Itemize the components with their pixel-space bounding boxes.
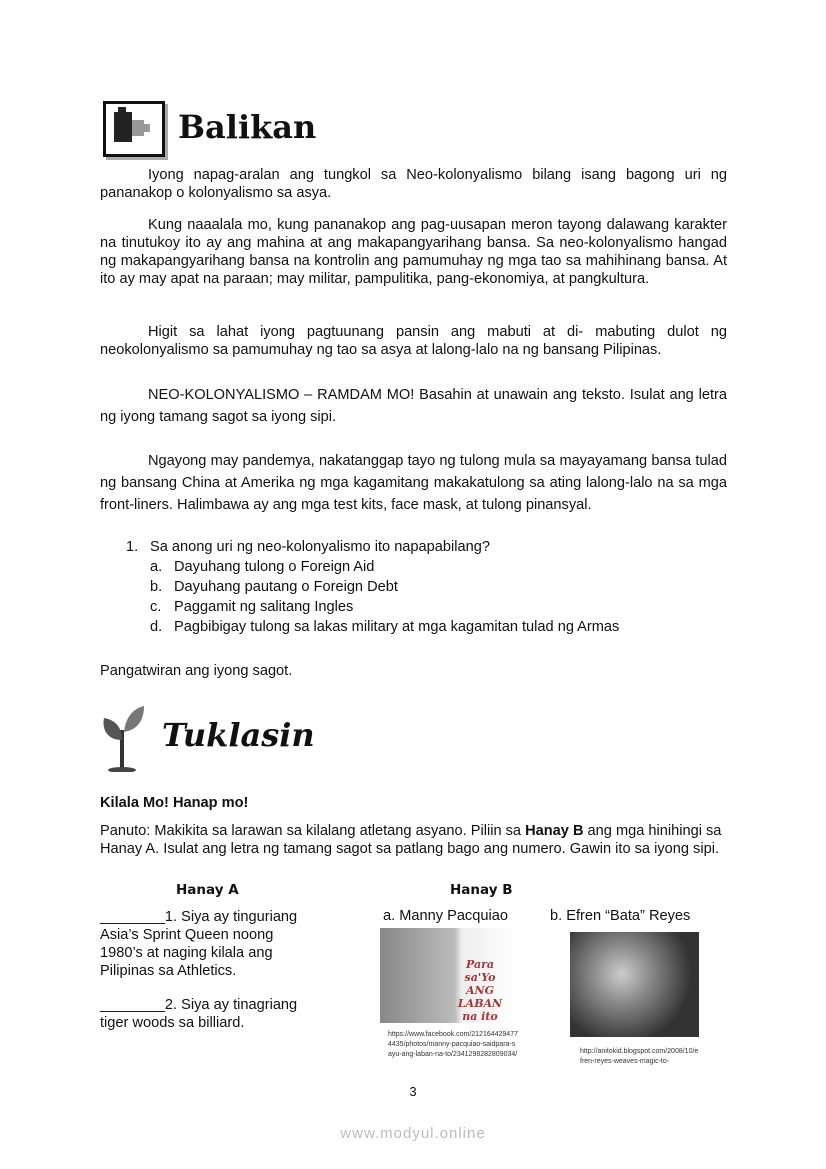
choice-letter: b.: [150, 579, 163, 595]
instructions-text: ang mga hinihingi sa Hanay A. Isulat ang letra ng tamang sagot sa patlang bago ang numero. Gawin ito sa iyong sipi.: [100, 823, 722, 857]
option-label: a. Manny Pacquiao: [383, 908, 508, 924]
watermark: www.modyul.online: [340, 1125, 486, 1142]
choice-letter: d.: [150, 619, 163, 635]
question-number: 1.: [126, 539, 139, 555]
image-source-url: https://www.facebook.com/2121644294774435/photos/manny-pacquiao-saidpara-sayu-ang-laban-na-to/2341298282809034/: [388, 1031, 518, 1058]
option-label: b. Efren “Bata” Reyes: [550, 908, 691, 924]
choice-letter: a.: [150, 559, 163, 575]
answer-choice: [126, 597, 726, 617]
pacquiao-photo: [380, 928, 516, 1023]
activity-title: Kilala Mo! Hanap mo!: [100, 795, 249, 811]
paragraph: Higit sa lahat iyong pagtuunang pansin ang mabuti at di- mabuting dulot ng neokolonyalismo sa pamumuhay ng tao sa asya at lalong-lalo na ng bansang Pilipinas.: [100, 324, 727, 358]
choice-text: Dayuhang tulong o Foreign Aid: [174, 559, 375, 575]
paragraph: Kung naaalala mo, kung pananakop ang pag-uusapan meron tayong dalawang karakter na tinutukoy ito ay ang mahina at ang makapangyarihang bansa. Sa neo-kolonyalismo hangad ng makapangyarihang bansa na kontrolin ang pamumuhay ng mga tao sa mahihinang bansa. At ito ay may apat na paraan; may militar, pampulitika, pang-ekonomiya, at pangkultura.: [100, 217, 727, 287]
section-title-balikan: Balikan: [178, 108, 317, 146]
puzzle-icon: [103, 101, 165, 157]
photo-caption-art: Para sa'Yo ANG LABAN na ito: [457, 958, 503, 1023]
column-header-hanay-a: Hanay A: [176, 882, 239, 898]
paragraph: Iyong napag-aralan ang tungkol sa Neo-kolonyalismo bilang isang bagong uri ng pananakop o kolonyalismo sa asya.: [100, 167, 727, 201]
image-source-url: http://anitokid.blogspot.com/2008/10/efren-reyes-weaves-magic-to-: [580, 1048, 699, 1065]
efren-reyes-photo: [570, 932, 699, 1037]
paragraph: Ngayong may pandemya, nakatanggap tayo ng tulong mula sa mayayamang bansa tulad ng bansang China at Amerika ng mga kagamitang makakatulong sa ating lalong-lalo na sa mga front-liners. Halimbawa ay ang mga test kits, face mask, at tulong pinansyal.: [100, 453, 727, 513]
instructions-bold: Hanay B: [525, 823, 584, 839]
hanay-a-item: ________1. Siya ay tinguriang Asia’s Sprint Queen noong 1980’s at naging kilala ang Pilipinas sa Athletics.: [100, 909, 298, 979]
answer-choice: [126, 577, 726, 597]
instructions: [100, 822, 727, 858]
column-header-hanay-b: Hanay B: [450, 882, 513, 898]
choice-text: Dayuhang pautang o Foreign Debt: [174, 579, 398, 595]
choice-text: Paggamit ng salitang Ingles: [174, 599, 354, 615]
seedling-icon: [100, 700, 146, 776]
answer-choice: [126, 557, 726, 577]
hanay-a-item: ________2. Siya ay tinagriang tiger woods sa billiard.: [100, 997, 298, 1031]
question: [126, 537, 726, 637]
paragraph: NEO-KOLONYALISMO – RAMDAM MO! Basahin at unawain ang teksto. Isulat ang letra ng iyong tamang sagot sa iyong sipi.: [100, 387, 727, 425]
page-number: 3: [409, 1084, 417, 1099]
question-text: Sa anong uri ng neo-kolonyalismo ito napapabilang?: [150, 539, 490, 555]
choice-letter: c.: [150, 599, 162, 615]
section-title-tuklasin: Tuklasin: [162, 716, 315, 754]
instructions-text: Panuto: Makikita sa larawan sa kilalang atletang asyano. Piliin sa: [100, 823, 526, 839]
choice-text: Pagbibigay tulong sa lakas military at mga kagamitan tulad ng Armas: [174, 619, 620, 635]
answer-choice: [126, 617, 726, 637]
reason-prompt: Pangatwiran ang iyong sagot.: [100, 663, 293, 679]
